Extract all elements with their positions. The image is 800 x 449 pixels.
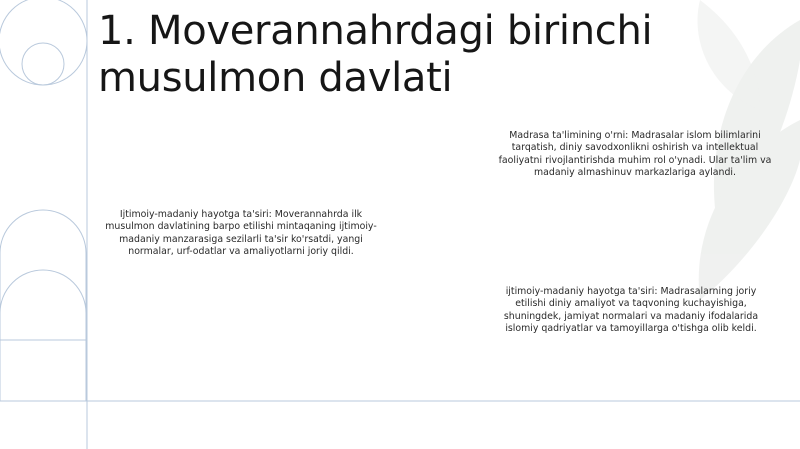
tall-arch-outline [0, 210, 86, 401]
inner-arch-outline [0, 270, 86, 401]
slide-title: 1. Moverannahrdagi birinchi musulmon davlati [98, 8, 653, 101]
paragraph-madrasa-impact: ijtimoiy-madaniy hayotga ta'siri: Madrasalarning joriy etilishi diniy amaliyot va taqvoning kuchayishiga, shuningdek, jamiyat normalari va madaniy ifodalarida islomiy qadriyatlar va tamoyillarga o'tishga olib keldi. [503, 286, 759, 335]
large-circle-outline [0, 0, 87, 85]
paragraph-social-cultural-impact: Ijtimoiy-madaniy hayotga ta'siri: Moverannahrda ilk musulmon davlatining barpo etilishi mintaqaning ijtimoiy-madaniy manzarasiga sezilarli ta'sir ko'rsatdi, yangi normalar, urf-odatlar va amaliyotlarni joriy qildi. [105, 209, 377, 258]
small-circle-outline [22, 43, 64, 85]
paragraph-madrasa-role: Madrasa ta'limining o'rni: Madrasalar islom bilimlarini tarqatish, diniy savodxonlikni oshirish va intellektual faoliyatni rivojlantirishda muhim rol o'ynadi. Ular ta'lim va madaniy almashinuv markazlariga aylandi. [498, 130, 772, 179]
